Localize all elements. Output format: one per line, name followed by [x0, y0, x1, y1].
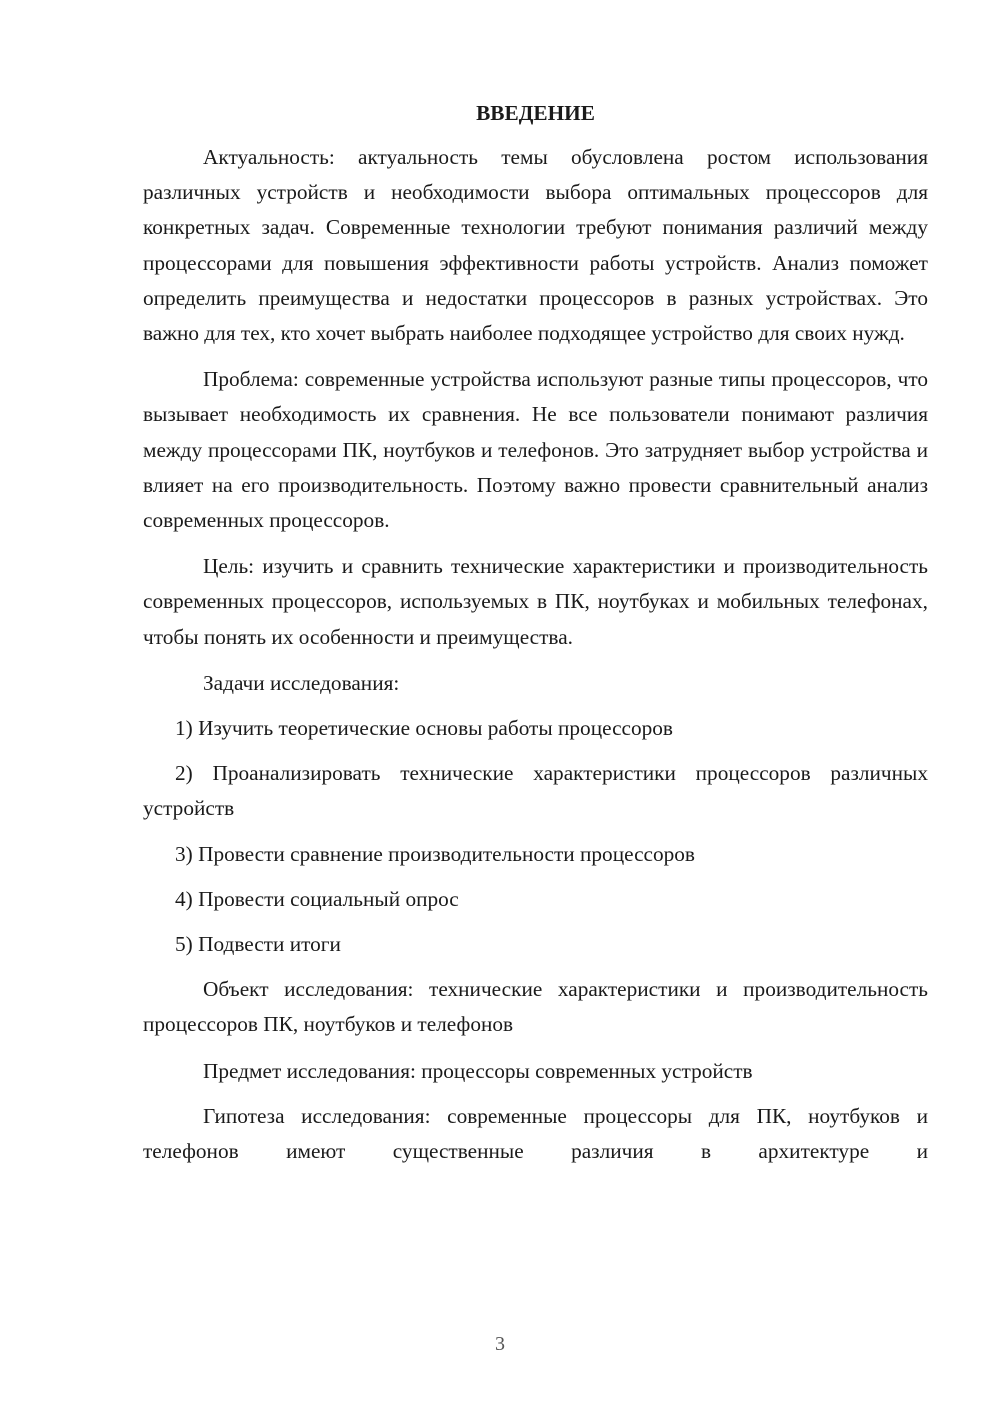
goal-paragraph: Цель: изучить и сравнить технические характеристики и производительность современных процессоров, используемых в ПК, ноутбуках и мобильных телефонах, чтобы понять их особенности и преимущества. [143, 554, 928, 649]
relevance-paragraph: Актуальность: актуальность темы обусловлена ростом использования различных устройств и необходимости выбора оптимальных процессоров для конкретных задач. Современные технологии требуют понимания различий между процессорами для повышения эффективности работы устройств. Анализ поможет определить преимущества и недостатки процессоров в разных устройствах. Это важно для тех, кто хочет выбрать наиболее подходящее устройство для своих нужд. [143, 145, 928, 346]
task-item-4: 4) Провести социальный опрос [175, 886, 459, 911]
task-item-5: 5) Подвести итоги [175, 932, 341, 957]
task-item-2: 2) Проанализировать технические характеристики процессоров различных устройств [143, 761, 928, 821]
task-item-1: 1) Изучить теоретические основы работы процессоров [175, 716, 673, 741]
object-paragraph: Объект исследования: технические характеристики и производительность процессоров ПК, ноутбуков и телефонов [143, 977, 928, 1037]
page-number: 3 [495, 1333, 505, 1355]
section-title: ВВЕДЕНИЕ [476, 101, 595, 125]
subject-paragraph: Предмет исследования: процессоры современных устройств [203, 1058, 753, 1083]
task-item-3: 3) Провести сравнение производительности процессоров [175, 841, 695, 866]
tasks-heading: Задачи исследования: [203, 670, 400, 695]
hypothesis-paragraph: Гипотеза исследования: современные процессоры для ПК, ноутбуков и телефонов имеют существенные различия в архитектуре и [143, 1103, 928, 1164]
document-page [143, 96, 928, 1180]
problem-paragraph: Проблема: современные устройства используют разные типы процессоров, что вызывает необходимость их сравнения. Не все пользователи понимают различия между процессорами ПК, ноутбуков и телефонов. Это затрудняет выбор устройства и влияет на его производительность. Поэтому важно провести сравнительный анализ современных процессоров. [143, 367, 928, 533]
